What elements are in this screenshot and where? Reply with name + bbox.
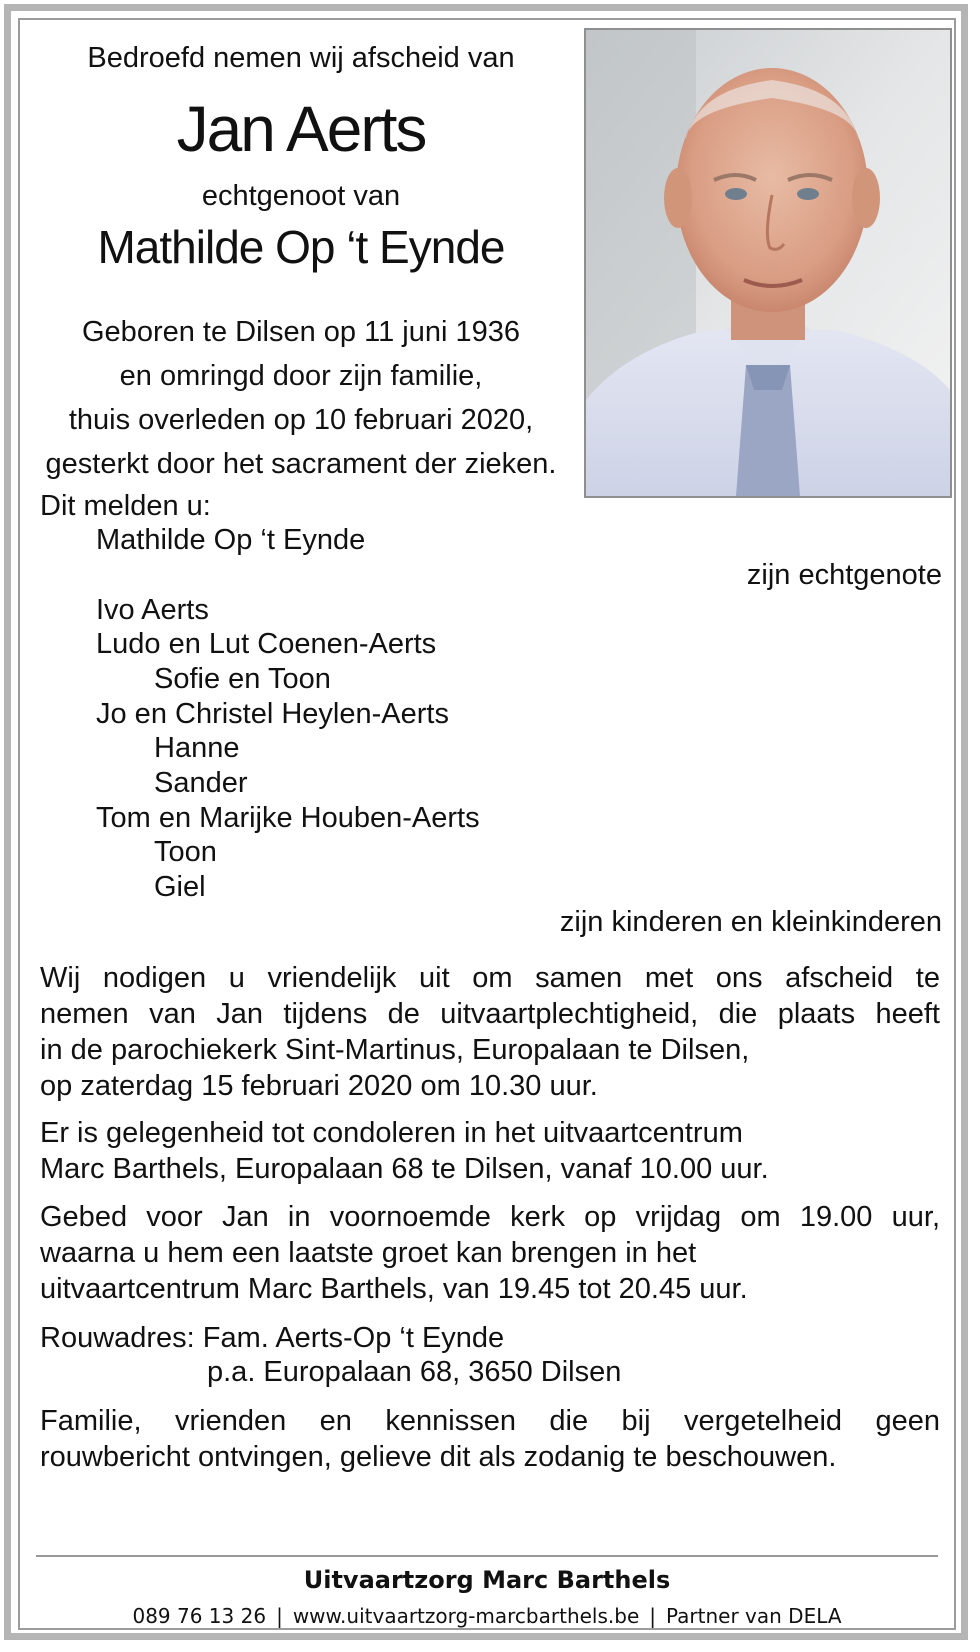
paragraph-line: Wij nodigen u vriendelijk uit om samen met ons afscheid te [40, 962, 940, 994]
family-member: Toon [154, 836, 217, 868]
paragraph-line: Gebed voor Jan in voornoemde kerk op vrijdag om 19.00 uur, [40, 1201, 940, 1233]
separator: | [649, 1604, 657, 1628]
lead-text: Bedroefd nemen wij afscheid van [87, 42, 515, 74]
funeral-company-name: Uitvaartzorg Marc Barthels [303, 1566, 671, 1594]
family-member: Sander [154, 767, 248, 799]
paragraph-line: in de parochiekerk Sint-Martinus, Europalaan te Dilsen, [40, 1034, 750, 1066]
family-member: Ivo Aerts [96, 594, 209, 626]
family-member: Giel [154, 871, 206, 903]
footer-divider [36, 1555, 938, 1557]
condolence-paragraph [40, 1115, 940, 1187]
partner-label: Partner van DELA [666, 1604, 842, 1628]
paragraph-line: Marc Barthels, Europalaan 68 te Dilsen, vanaf 10.00 uur. [40, 1153, 769, 1185]
address-line: p.a. Europalaan 68, 3650 Dilsen [207, 1356, 622, 1388]
portrait-illustration [586, 30, 950, 496]
family-member: Mathilde Op ‘t Eynde [96, 524, 366, 556]
bio-line: gesterkt door het sacrament der zieken. [45, 448, 557, 480]
paragraph-line: op zaterdag 15 februari 2020 om 10.30 uur. [40, 1070, 598, 1102]
invitation-paragraph [40, 960, 940, 1104]
separator: | [276, 1604, 283, 1628]
family-member: Tom en Marijke Houben-Aerts [96, 802, 480, 834]
bio-line: en omringd door zijn familie, [119, 360, 483, 392]
spouse-intro: echtgenoot van [201, 180, 401, 212]
paragraph-line: nemen van Jan tijdens de uitvaartplechtigheid, die plaats heeft [40, 998, 940, 1030]
paragraph-line: Familie, vrienden en kennissen die bij vergetelheid geen [40, 1405, 940, 1437]
portrait-photo [584, 28, 952, 498]
family-member: Hanne [154, 732, 240, 764]
footer-contact [36, 1604, 938, 1628]
announce-intro: Dit melden u: [40, 490, 211, 522]
bio-line: Geboren te Dilsen op 11 juni 1936 [82, 316, 520, 348]
website-link[interactable]: www.uitvaartzorg-marcbarthels.be [292, 1604, 640, 1628]
family-member: Ludo en Lut Coenen-Aerts [96, 628, 437, 660]
phone-number: 089 76 13 26 [132, 1604, 267, 1628]
paragraph-line: Er is gelegenheid tot condoleren in het uitvaartcentrum [40, 1117, 743, 1149]
family-member: Sofie en Toon [154, 663, 331, 695]
paragraph-line: rouwbericht ontvingen, gelieve dit als zodanig te beschouwen. [40, 1441, 837, 1473]
relation-label: zijn kinderen en kleinkinderen [559, 906, 942, 938]
address-label: Rouwadres: Fam. Aerts-Op ‘t Eynde [40, 1322, 505, 1354]
bio-line: thuis overleden op 10 februari 2020, [68, 404, 534, 436]
paragraph-line: waarna u hem een laatste groet kan brengen in het [40, 1237, 697, 1269]
family-member: Jo en Christel Heylen-Aerts [96, 698, 449, 730]
spouse-name: Mathilde Op ‘t Eynde [97, 221, 505, 273]
relation-label: zijn echtgenote [746, 559, 942, 591]
paragraph-line: uitvaartcentrum Marc Barthels, van 19.45 tot 20.45 uur. [40, 1273, 748, 1305]
deceased-name: Jan Aerts [176, 93, 426, 165]
closing-paragraph [40, 1403, 940, 1475]
prayer-paragraph [40, 1199, 940, 1307]
